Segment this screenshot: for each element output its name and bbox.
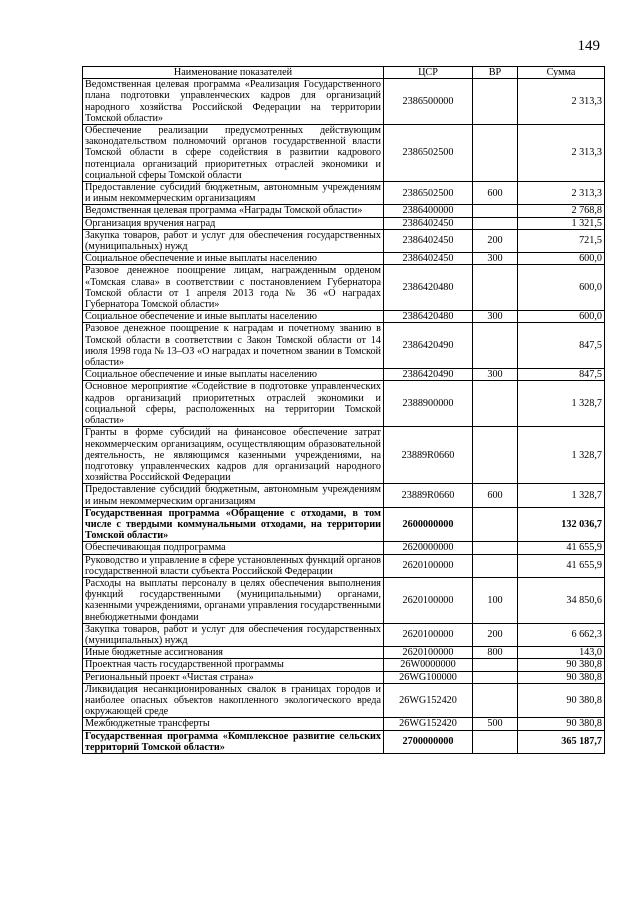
row-vr: 300 [473,311,518,323]
table-body [83,79,605,754]
row-csr: 2620100000 [384,647,473,659]
table-row [83,311,605,323]
row-sum: 1 328,7 [518,484,605,507]
row-name: Социальное обеспечение и иные выплаты населению [83,369,384,381]
row-name: Руководство и управление в сфере установленных функций органов государственной власти субъекта Российской Федерации [83,554,384,577]
row-name: Социальное обеспечение и иные выплаты населению [83,253,384,265]
table-row [83,265,605,311]
row-csr: 2386402450 [384,229,473,252]
table-row [83,542,605,554]
row-name: Государственная программа «Обращение с отходами, в том числе с твердыми коммунальными отходами, на территории Томской области» [83,507,384,542]
row-csr: 2620100000 [384,554,473,577]
table-row [83,683,605,718]
row-sum: 34 850,6 [518,577,605,623]
row-name: Закупка товаров, работ и услуг для обеспечения государственных (муниципальных) нужд [83,229,384,252]
row-csr: 26W0000000 [384,659,473,671]
table-row [83,623,605,646]
row-name: Ведомственная целевая программа «Реализация Государственного плана подготовки управленческих кадров для организаций народного хозяйства Российской Федерации на территории Томской области» [83,79,384,125]
row-vr [473,507,518,542]
row-sum: 2 768,8 [518,205,605,217]
row-csr: 2620000000 [384,542,473,554]
row-vr: 100 [473,577,518,623]
row-vr: 800 [473,647,518,659]
table-row [83,229,605,252]
row-sum: 847,5 [518,323,605,369]
row-sum: 90 380,8 [518,683,605,718]
table-row [83,125,605,182]
row-sum: 90 380,8 [518,718,605,730]
row-csr: 2386420480 [384,311,473,323]
row-sum: 90 380,8 [518,659,605,671]
row-vr [473,683,518,718]
row-name: Разовое денежное поощрение к наградам и почетному званию в Томской области в соответствии с Закон Томской области от 14 июля 1998 года № 13–ОЗ «О наградах и почетном звании в Томской области» [83,323,384,369]
row-name: Расходы на выплаты персоналу в целях обеспечения выполнения функций государственными (муниципальными) органами, казенными учреждениями, органами управления государственными внебюджетными фондами [83,577,384,623]
table-row [83,381,605,427]
row-sum: 90 380,8 [518,671,605,683]
row-sum: 365 187,7 [518,730,605,753]
table-row [83,718,605,730]
row-name: Закупка товаров, работ и услуг для обеспечения государственных (муниципальных) нужд [83,623,384,646]
table-row [83,369,605,381]
row-name: Межбюджетные трансферты [83,718,384,730]
row-csr: 26WG152420 [384,718,473,730]
row-vr [473,205,518,217]
row-csr: 2386500000 [384,79,473,125]
row-name: Проектная часть государственной программы [83,659,384,671]
row-csr: 2620100000 [384,577,473,623]
row-vr [473,79,518,125]
row-vr: 200 [473,623,518,646]
row-name: Предоставление субсидий бюджетным, автономным учреждениям и иным некоммерческим организациям [83,484,384,507]
row-csr: 2386402450 [384,217,473,229]
row-csr: 2620100000 [384,623,473,646]
row-name: Обеспечение реализации предусмотренных действующим законодательством полномочий органов государственной власти Томской области в сфере содействия в развитии кадрового потенциала организаций приоритетных отраслей экономики и социальной сферы Томской области [83,125,384,182]
row-vr [473,265,518,311]
table-row [83,205,605,217]
row-name: Разовое денежное поощрение лицам, награжденным орденом «Томская слава» в соответствии с постановлением Губернатора Томской области от 1 апреля 2013 года № 36 «О наградах Губернатора Томской области» [83,265,384,311]
row-vr [473,381,518,427]
row-vr: 300 [473,253,518,265]
row-vr [473,323,518,369]
row-csr: 23889R0660 [384,427,473,484]
table-row [83,253,605,265]
row-name: Обеспечивающая подпрограмма [83,542,384,554]
row-name: Ведомственная целевая программа «Награды Томской области» [83,205,384,217]
row-csr: 26WG152420 [384,683,473,718]
row-sum: 2 313,3 [518,79,605,125]
table-row [83,730,605,753]
row-sum: 1 328,7 [518,427,605,484]
row-vr [473,542,518,554]
table-row [83,671,605,683]
row-vr: 600 [473,182,518,205]
row-csr: 2700000000 [384,730,473,753]
budget-table [82,66,605,754]
table-row [83,507,605,542]
table-row [83,182,605,205]
row-vr: 300 [473,369,518,381]
row-csr: 2386502500 [384,125,473,182]
row-vr: 200 [473,229,518,252]
row-sum: 721,5 [518,229,605,252]
table-header-row [83,67,605,79]
table-row [83,659,605,671]
table-row [83,323,605,369]
row-csr: 2600000000 [384,507,473,542]
row-vr [473,125,518,182]
row-csr: 2386420490 [384,369,473,381]
header-csr: ЦСР [384,67,473,79]
row-sum: 143,0 [518,647,605,659]
table-row [83,577,605,623]
row-name: Гранты в форме субсидий на финансовое обеспечение затрат некоммерческим организациям, осуществляющим образовательной деятельность, не являющимся казенными учреждениями, на подготовку управленческих кадров для организаций народного хозяйства Российской Федерации [83,427,384,484]
table-row [83,427,605,484]
row-sum: 2 313,3 [518,125,605,182]
row-vr [473,730,518,753]
row-name: Иные бюджетные ассигнования [83,647,384,659]
row-vr [473,217,518,229]
row-sum: 600,0 [518,253,605,265]
row-sum: 600,0 [518,311,605,323]
table-row [83,217,605,229]
row-csr: 2386402450 [384,253,473,265]
row-csr: 2388900000 [384,381,473,427]
header-vr: ВР [473,67,518,79]
row-name: Основное мероприятие «Содействие в подготовке управленческих кадров организаций приоритетных отраслей экономики и социальной сферы, расположенных на территории Томской области» [83,381,384,427]
row-vr [473,554,518,577]
row-name: Организация вручения наград [83,217,384,229]
row-vr: 600 [473,484,518,507]
row-sum: 2 313,3 [518,182,605,205]
row-name: Ликвидация несанкционированных свалок в границах городов и наиболее опасных объектов накопленного экологического вреда окружающей среде [83,683,384,718]
row-csr: 2386502500 [384,182,473,205]
table-row [83,484,605,507]
header-name: Наименование показателей [83,67,384,79]
row-name: Региональный проект «Чистая страна» [83,671,384,683]
row-sum: 847,5 [518,369,605,381]
row-csr: 2386400000 [384,205,473,217]
table-row [83,647,605,659]
row-sum: 1 328,7 [518,381,605,427]
table-row [83,79,605,125]
row-name: Социальное обеспечение и иные выплаты населению [83,311,384,323]
row-csr: 2386420480 [384,265,473,311]
row-csr: 2386420490 [384,323,473,369]
row-vr [473,659,518,671]
row-sum: 6 662,3 [518,623,605,646]
row-sum: 41 655,9 [518,542,605,554]
row-csr: 23889R0660 [384,484,473,507]
row-sum: 600,0 [518,265,605,311]
table-row [83,554,605,577]
row-name: Предоставление субсидий бюджетным, автономным учреждениям и иным некоммерческим организациям [83,182,384,205]
row-vr: 500 [473,718,518,730]
row-name: Государственная программа «Комплексное развитие сельских территорий Томской области» [83,730,384,753]
row-vr [473,671,518,683]
row-csr: 26WG100000 [384,671,473,683]
row-sum: 1 321,5 [518,217,605,229]
header-sum: Сумма [518,67,605,79]
row-sum: 132 036,7 [518,507,605,542]
row-sum: 41 655,9 [518,554,605,577]
page-number: 149 [577,38,600,54]
row-vr [473,427,518,484]
